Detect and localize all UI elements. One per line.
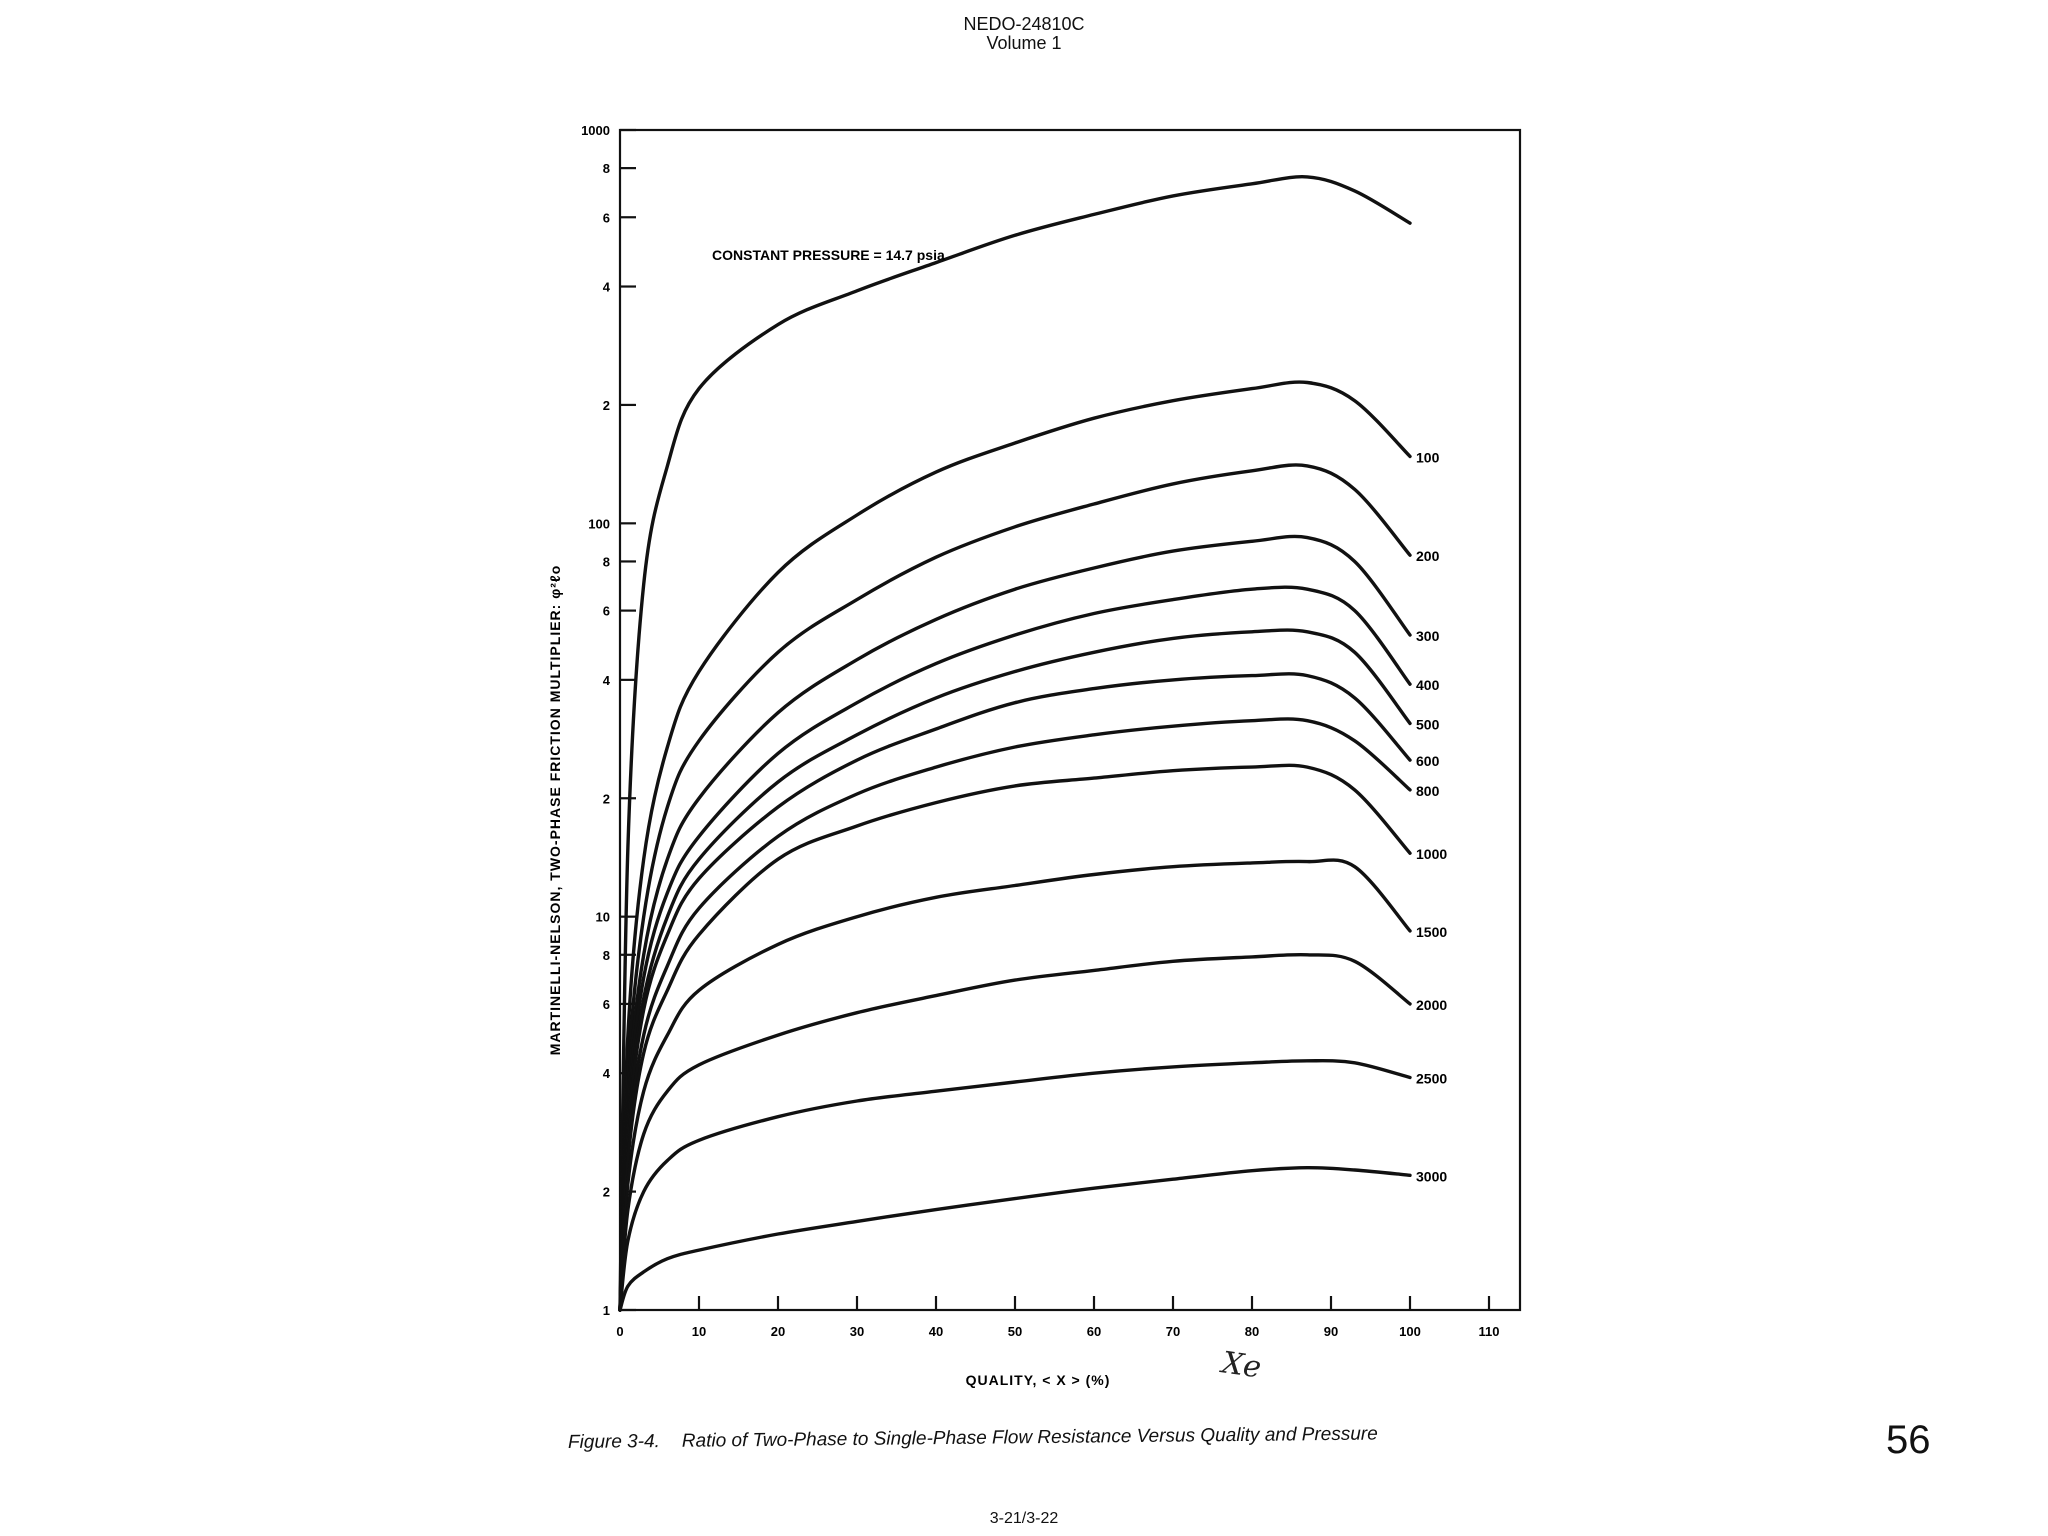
figure-caption-text: Ratio of Two-Phase to Single-Phase Flow Resistance Versus Quality and Pressure (681, 1423, 1378, 1452)
page-reference: 3-21/3-22 (989, 1510, 1059, 1527)
figure-caption-label: Figure 3-4. (567, 1431, 660, 1453)
handwritten-annotation: Xe (1219, 1345, 1264, 1386)
series-label: 300 (1416, 628, 1440, 645)
x-tick-label: 110 (1478, 1324, 1500, 1339)
chart-series (620, 177, 1410, 1310)
x-tick-label: 50 (1007, 1324, 1023, 1339)
series-line (620, 1168, 1410, 1310)
y-tick-label: 1000 (581, 123, 610, 138)
series-label: 1000 (1416, 846, 1448, 863)
x-tick-label: 30 (849, 1324, 865, 1339)
x-axis-label: QUALITY, < X > (%) (965, 1372, 1111, 1388)
y-tick-label: 8 (602, 161, 610, 177)
x-tick-label: 60 (1086, 1324, 1102, 1339)
plot-frame (620, 130, 1520, 1310)
x-tick-label: 20 (770, 1324, 786, 1339)
y-tick-label: 2 (602, 791, 610, 807)
y-tick-label: 6 (602, 210, 610, 226)
series-label: 100 (1416, 449, 1440, 466)
x-tick-label: 10 (691, 1324, 707, 1339)
x-tick-label: 80 (1244, 1324, 1260, 1339)
y-tick-label: 100 (588, 516, 610, 532)
document-volume: Volume 1 (986, 33, 1062, 53)
page-number: 56 (1886, 1418, 1931, 1462)
series-line (620, 630, 1410, 1310)
x-tick-label: 100 (1399, 1324, 1421, 1339)
x-tick-label: 90 (1323, 1324, 1339, 1339)
y-axis-label: MARTINELLI-NELSON, TWO-PHASE FRICTION MULTIPLIER: φ²ℓo (547, 564, 563, 1056)
series-line (620, 587, 1410, 1310)
y-tick-label: 8 (602, 947, 610, 963)
series-line (620, 465, 1410, 1310)
series-line (620, 1061, 1410, 1310)
series-label: 400 (1416, 677, 1440, 694)
y-tick-label: 2 (602, 397, 610, 413)
series-line (620, 536, 1410, 1310)
series-label: 200 (1416, 548, 1440, 565)
series-label: 1500 (1416, 923, 1448, 940)
y-tick-label: 4 (602, 1066, 610, 1082)
x-tick-label: 40 (928, 1324, 944, 1339)
x-tick-label: 0 (616, 1324, 624, 1339)
y-tick-label: 4 (602, 672, 610, 688)
series-line (620, 765, 1410, 1310)
series-label: 500 (1416, 716, 1440, 733)
chart-axes (581, 123, 1520, 1339)
document-id: NEDO-24810C (963, 14, 1085, 34)
y-tick-label: 6 (602, 603, 610, 619)
series-label: 2000 (1416, 996, 1448, 1013)
y-tick-label: 4 (602, 279, 610, 295)
series-line (620, 674, 1410, 1310)
y-tick-label: 8 (602, 554, 610, 570)
y-tick-label: 1 (602, 1303, 610, 1318)
series-line (620, 382, 1410, 1310)
series-line (620, 719, 1410, 1310)
x-tick-label: 70 (1165, 1324, 1181, 1339)
series-line (620, 955, 1410, 1310)
series-label: 600 (1416, 753, 1440, 770)
series-label: 2500 (1416, 1070, 1448, 1087)
y-tick-label: 2 (602, 1184, 610, 1200)
series-line (620, 177, 1410, 1310)
y-tick-label: 10 (595, 909, 610, 925)
chart-annotation: CONSTANT PRESSURE = 14.7 psia (712, 247, 945, 263)
series-label: 3000 (1416, 1168, 1448, 1185)
series-label: 800 (1416, 782, 1440, 799)
y-tick-label: 6 (602, 996, 610, 1012)
